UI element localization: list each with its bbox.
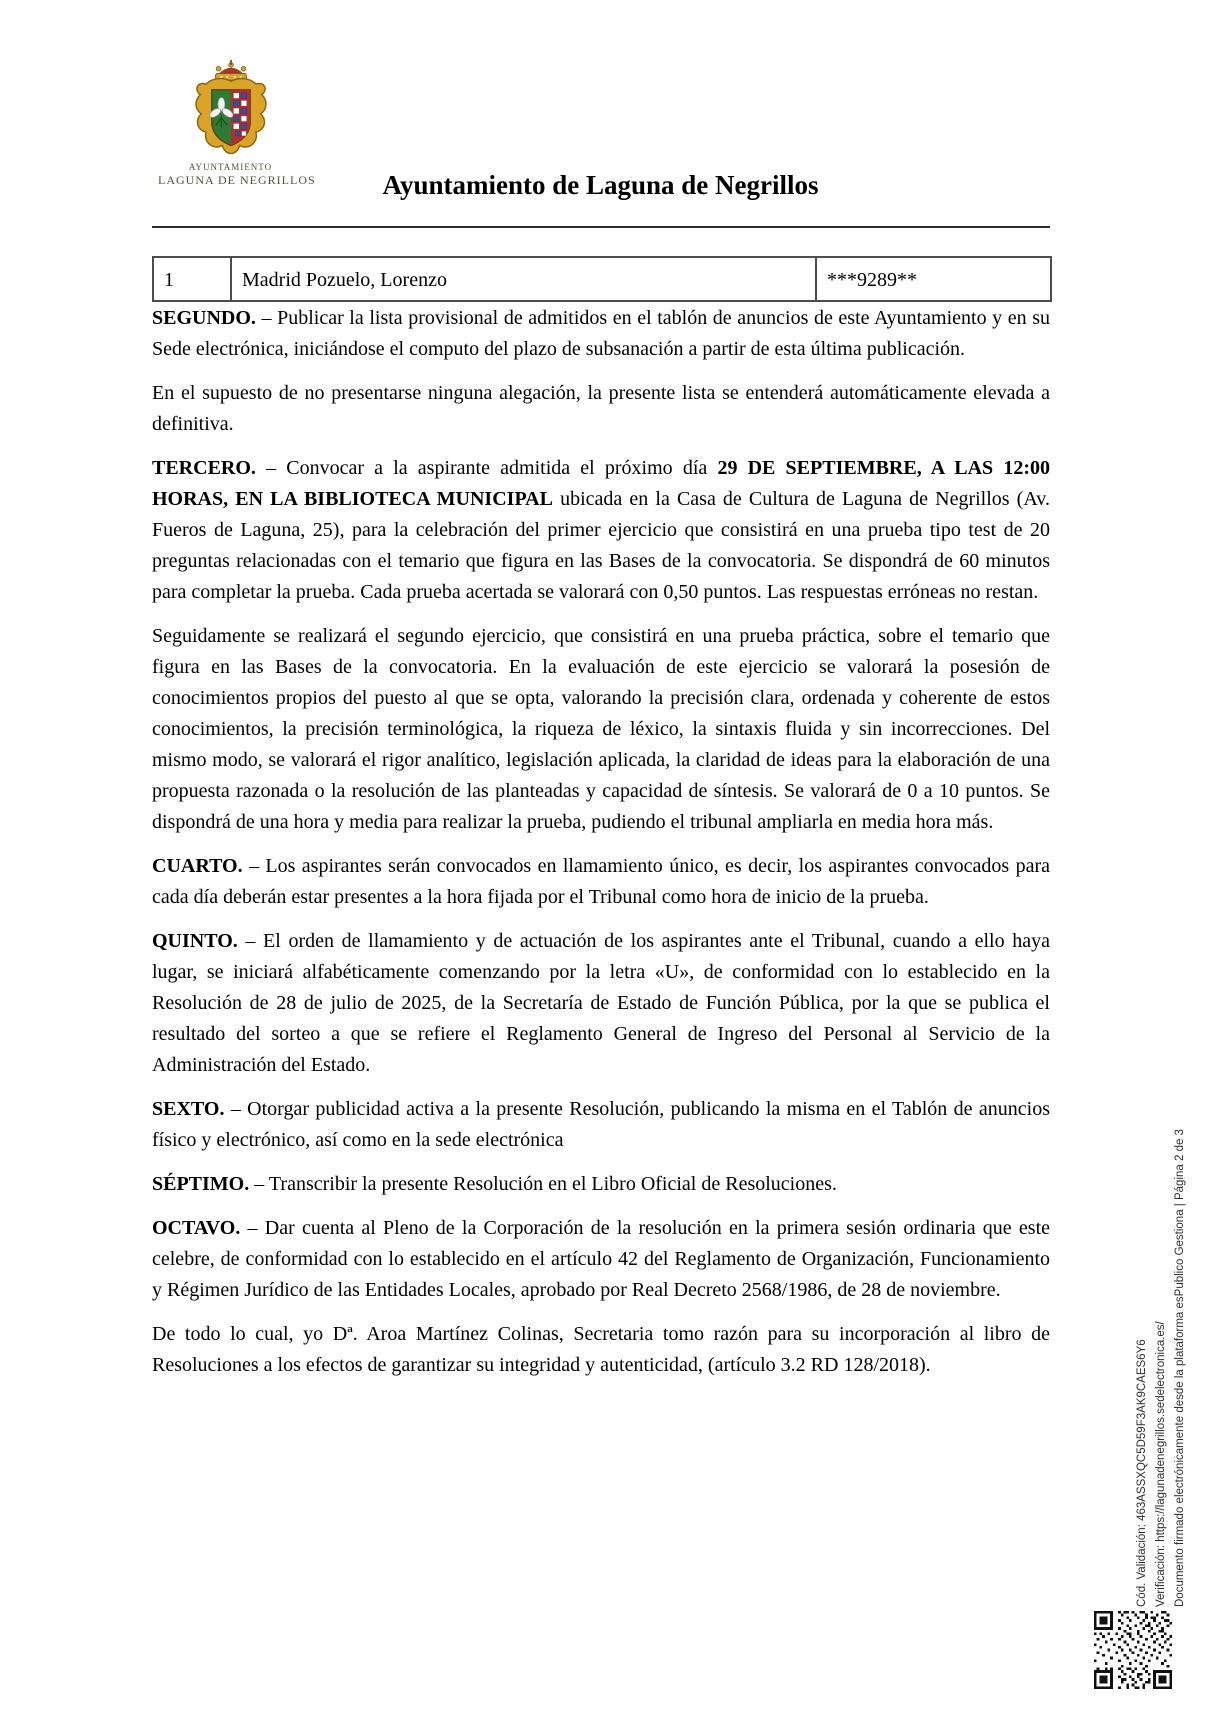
- paragraph-sexto: [152, 1094, 1050, 1156]
- convocation-datetime: 29 DE SEPTIEMBRE, A LAS 12:00 HORAS, EN LA BIBLIOTECA MUNICIPAL: [152, 457, 1050, 510]
- paragraph-text: – Transcribir la presente Resolución en el Libro Oficial de Resoluciones.: [249, 1173, 837, 1195]
- paragraph-septimo: [152, 1169, 1050, 1200]
- paragraph-text: ubicada en la Casa de Cultura de Laguna de Negrillos (Av. Fueros de Laguna, 25), para la celebración del primer ejercicio que consistirá en una prueba tipo test de 20 preguntas relacionadas con el temario que figura en las Bases de la convocatoria. Se dispondrá de 60 minutos para completar la prueba. Cada prueba acertada se valorará con 0,50 puntos. Las respuestas erróneas no restan.: [152, 488, 1050, 603]
- paragraph-lead: TERCERO.: [152, 457, 256, 479]
- paragraph-lead: CUARTO.: [152, 855, 243, 877]
- cell-masked-id: ***9289**: [816, 257, 1051, 301]
- paragraph-text: – Publicar la lista provisional de admitidos en el tablón de anuncios de este Ayuntamiento y en su Sede electrónica, iniciándose el computo del plazo de subsanación a partir de esta última publicación.: [152, 307, 1050, 360]
- paragraph-lead: QUINTO.: [152, 930, 238, 952]
- paragraph-supuesto: [152, 378, 1050, 440]
- admitted-list-table: [152, 256, 1052, 302]
- paragraph-text: – El orden de llamamiento y de actuación de los aspirantes ante el Tribunal, cuando a ello haya lugar, se iniciará alfabéticamente comenzando por la letra «U», de conformidad con lo establecido en la Resolución de 28 de julio de 2025, de la Secretaría de Estado de Función Pública, por la que se publica el resultado del sorteo a que se refiere el Reglamento General de Ingreso del Personal al Servicio de la Administración del Estado.: [152, 930, 1050, 1076]
- paragraph-octavo: [152, 1213, 1050, 1306]
- paragraph-lead: SEGUNDO.: [152, 307, 256, 329]
- paragraph-text: – Otorgar publicidad activa a la presente Resolución, publicando la misma en el Tablón de anuncios físico y electrónico, así como en la sede electrónica: [152, 1098, 1050, 1151]
- logo-caption-ayuntamiento: AYUNTAMIENTO: [188, 162, 273, 172]
- paragraph-seguidamente: [152, 621, 1050, 838]
- paragraph-lead: SEXTO.: [152, 1098, 225, 1120]
- paragraph-text: De todo lo cual, yo Dª. Aroa Martínez Colinas, Secretaria tomo razón para su incorporación al libro de Resoluciones a los efectos de garantizar su integridad y autenticidad, (artículo 3.2 RD 128/2018).: [152, 1323, 1050, 1376]
- municipal-logo: [158, 60, 316, 188]
- validation-code-line: Cód. Validación: 463ASSXQC5D59F3AK9CAES6Y6: [1136, 1339, 1148, 1607]
- paragraph-quinto: [152, 926, 1050, 1081]
- paragraph-text: En el supuesto de no presentarse ninguna alegación, la presente lista se entenderá automáticamente elevada a definitiva.: [152, 382, 1050, 435]
- page-title: Ayuntamiento de Laguna de Negrillos: [382, 170, 819, 200]
- paragraph-cuarto: [152, 851, 1050, 913]
- paragraph-text: – Convocar a la aspirante admitida el próximo día: [255, 457, 718, 479]
- document-body: [152, 303, 1050, 1394]
- qr-code: [1094, 1611, 1172, 1689]
- qr-code-icon: [1094, 1611, 1172, 1689]
- paragraph-cierre: [152, 1319, 1050, 1381]
- platform-page-line: Documento firmado electrónicamente desde la plataforma esPublico Gestiona | Página 2 de 3: [1174, 1129, 1186, 1607]
- logo-caption-municipality: LAGUNA DE NEGRILLOS: [158, 173, 316, 187]
- paragraph-lead: OCTAVO.: [152, 1217, 241, 1239]
- cell-number: 1: [153, 257, 231, 301]
- paragraph-tercero: [152, 453, 1050, 608]
- table-row: [153, 257, 1051, 301]
- validation-sidebar: [1133, 1079, 1190, 1607]
- paragraph-text: – Los aspirantes serán convocados en llamamiento único, es decir, los aspirantes convocados para cada día deberán estar presentes a la hora fijada por el Tribunal como hora de inicio de la prueba.: [152, 855, 1050, 908]
- verification-url-line: Verificación: https://lagunadenegrillos.sedelectronica.es/: [1155, 1321, 1167, 1607]
- paragraph-text: – Dar cuenta al Pleno de la Corporación de la resolución en la primera sesión ordinaria que este celebre, de conformidad con lo establecido en el artículo 42 del Reglamento de Organización, Funcionamiento y Régimen Jurídico de las Entidades Locales, aprobado por Real Decreto 2568/1986, de 28 de noviembre.: [152, 1217, 1050, 1301]
- paragraph-segundo: [152, 303, 1050, 365]
- coat-of-arms-icon: [183, 60, 279, 160]
- cell-name: Madrid Pozuelo, Lorenzo: [231, 257, 816, 301]
- paragraph-text: Seguidamente se realizará el segundo ejercicio, que consistirá en una prueba práctica, sobre el temario que figura en las Bases de la convocatoria. En la evaluación de este ejercicio se valorará la posesión de conocimientos propios del puesto al que se opta, valorando la precisión clara, ordenada y coherente de estos conocimientos, la precisión terminológica, la riqueza de léxico, la sintaxis fluida y sin incorrecciones. Del mismo modo, se valorará el rigor analítico, legislación aplicada, la claridad de ideas para la elaboración de una propuesta razonada o la resolución de las planteadas y capacidad de síntesis. Se valorará de 0 a 10 puntos. Se dispondrá de una hora y media para realizar la prueba, pudiendo el tribunal ampliarla en media hora más.: [152, 625, 1050, 833]
- title-divider: [152, 226, 1050, 228]
- paragraph-lead: SÉPTIMO.: [152, 1173, 250, 1195]
